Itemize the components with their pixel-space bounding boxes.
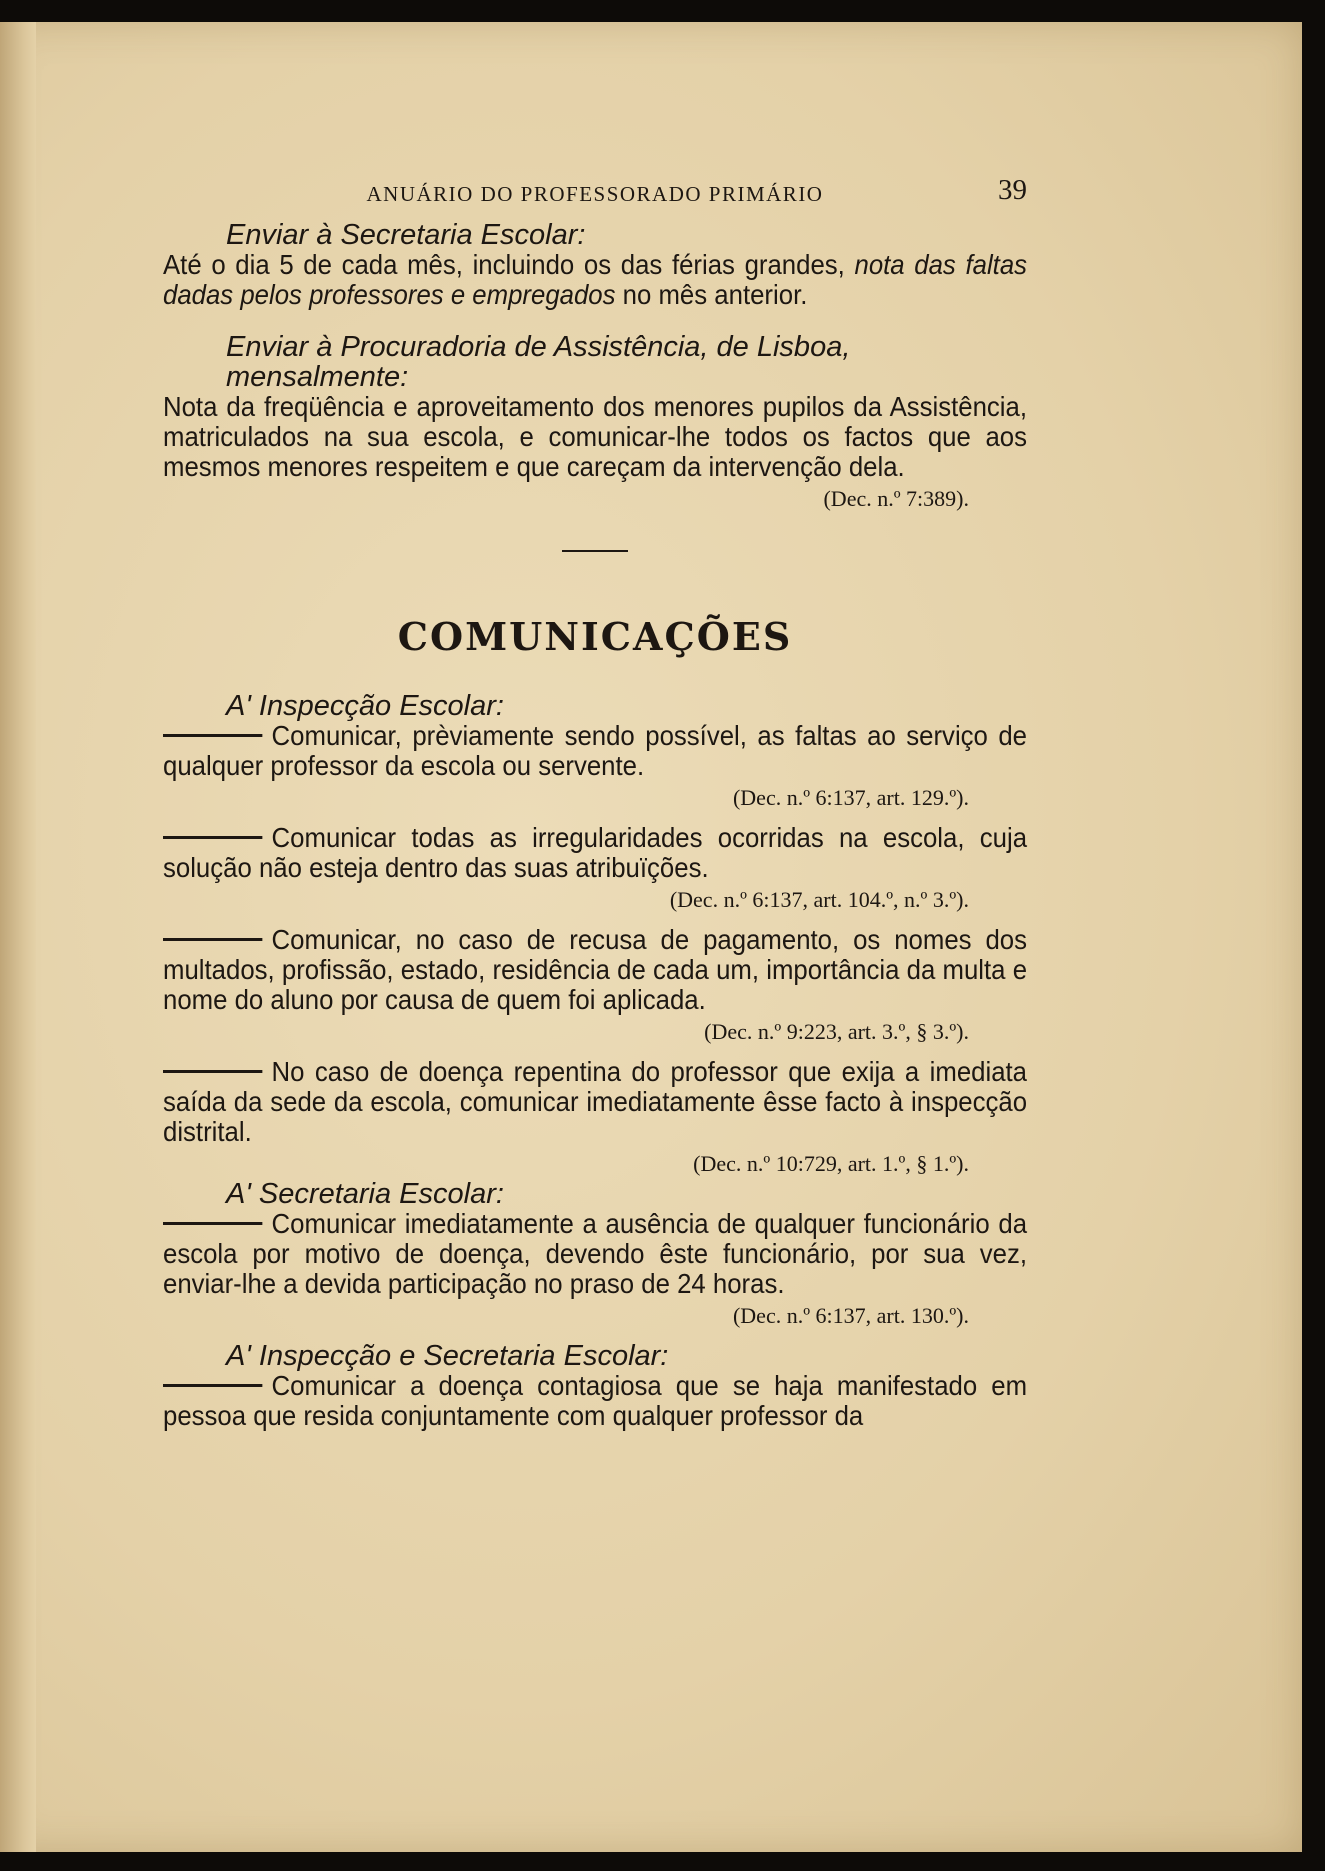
list-item bbox=[163, 1371, 1027, 1431]
section-title: COMUNICAÇÕES bbox=[397, 614, 793, 659]
section-divider bbox=[562, 550, 628, 552]
decree-reference: (Dec. n.º 10:729, art. 1.º, § 1.º). bbox=[693, 1151, 969, 1176]
paragraph-text: Até o dia 5 de cada mês, incluindo os das férias grandes, bbox=[163, 249, 845, 280]
list-item bbox=[163, 1209, 1027, 1299]
item-text: Comunicar a doença contagiosa que se haja manifestado em pessoa que resida conjuntamente com qualquer professor da bbox=[163, 1370, 1028, 1431]
paragraph-text-tail: no mês anterior. bbox=[615, 279, 808, 310]
list-item bbox=[163, 925, 1027, 1015]
item-text: No caso de doença repentina do professor que exija a imediata saída da sede da escola, comunicar imediatamente êsse facto à inspecção distrital. bbox=[163, 1056, 1028, 1147]
em-dash-rule bbox=[163, 1070, 262, 1073]
list-item bbox=[163, 1057, 1027, 1147]
section-heading-inspeccao: A' Inspecção Escolar: bbox=[226, 690, 504, 722]
section-heading-secretaria-escolar: A' Secretaria Escolar: bbox=[226, 1178, 504, 1210]
section-heading-inspeccao-secretaria: A' Inspecção e Secretaria Escolar: bbox=[226, 1340, 669, 1372]
decree-reference: (Dec. n.º 6:137, art. 104.º, n.º 3.º). bbox=[669, 887, 969, 912]
list-item bbox=[163, 823, 1027, 883]
em-dash-rule bbox=[163, 938, 262, 941]
page-gutter bbox=[0, 22, 36, 1852]
em-dash-rule bbox=[163, 734, 262, 737]
item-text: Comunicar imediatamente a ausência de qualquer funcionário da escola por motivo de doença, devendo êste funcionário, por sua vez, enviar-lhe a devida participação no praso de 24 horas. bbox=[163, 1208, 1028, 1299]
page-text-block bbox=[163, 170, 1027, 1431]
paragraph-italic: nota das faltas dadas pelos professores e empregados bbox=[163, 249, 1028, 310]
section-heading-secretaria: Enviar à Secretaria Escolar: bbox=[226, 219, 586, 251]
em-dash-rule bbox=[163, 1384, 262, 1387]
decree-reference: (Dec. n.º 9:223, art. 3.º, § 3.º). bbox=[704, 1019, 969, 1044]
paragraph-procuradoria: Nota da freqüência e aproveitamento dos menores pupilos da Assistência, matriculados na sua escola, e comunicar-lhe todos os factos que aos mesmos menores respeitem e que careçam da intervenção dela. bbox=[163, 391, 1028, 482]
running-title: ANUÁRIO DO PROFESSORADO PRIMÁRIO bbox=[366, 182, 824, 206]
decree-reference: (Dec. n.º 6:137, art. 130.º). bbox=[732, 1303, 969, 1328]
decree-reference: (Dec. n.º 6:137, art. 129.º). bbox=[732, 785, 969, 810]
item-text: Comunicar todas as irregularidades ocorridas na escola, cuja solução não esteja dentro das suas atribuïções. bbox=[163, 822, 1028, 883]
list-item bbox=[163, 721, 1027, 781]
decree-reference: (Dec. n.º 7:389). bbox=[823, 486, 969, 511]
item-text: Comunicar, prèviamente sendo possível, as faltas ao serviço de qualquer professor da escola ou servente. bbox=[163, 720, 1028, 781]
em-dash-rule bbox=[163, 1222, 262, 1225]
section-heading-procuradoria: Enviar à Procuradoria de Assistência, de Lisboa, mensalmente: bbox=[226, 331, 851, 393]
item-text: Comunicar, no caso de recusa de pagamento, os nomes dos multados, profissão, estado, residência de cada um, importância da multa e nome do aluno por causa de quem foi aplicada. bbox=[163, 924, 1028, 1015]
paragraph-secretaria bbox=[163, 250, 1027, 310]
em-dash-rule bbox=[163, 836, 262, 839]
running-header bbox=[163, 170, 1027, 210]
page-number: 39 bbox=[998, 174, 1027, 206]
